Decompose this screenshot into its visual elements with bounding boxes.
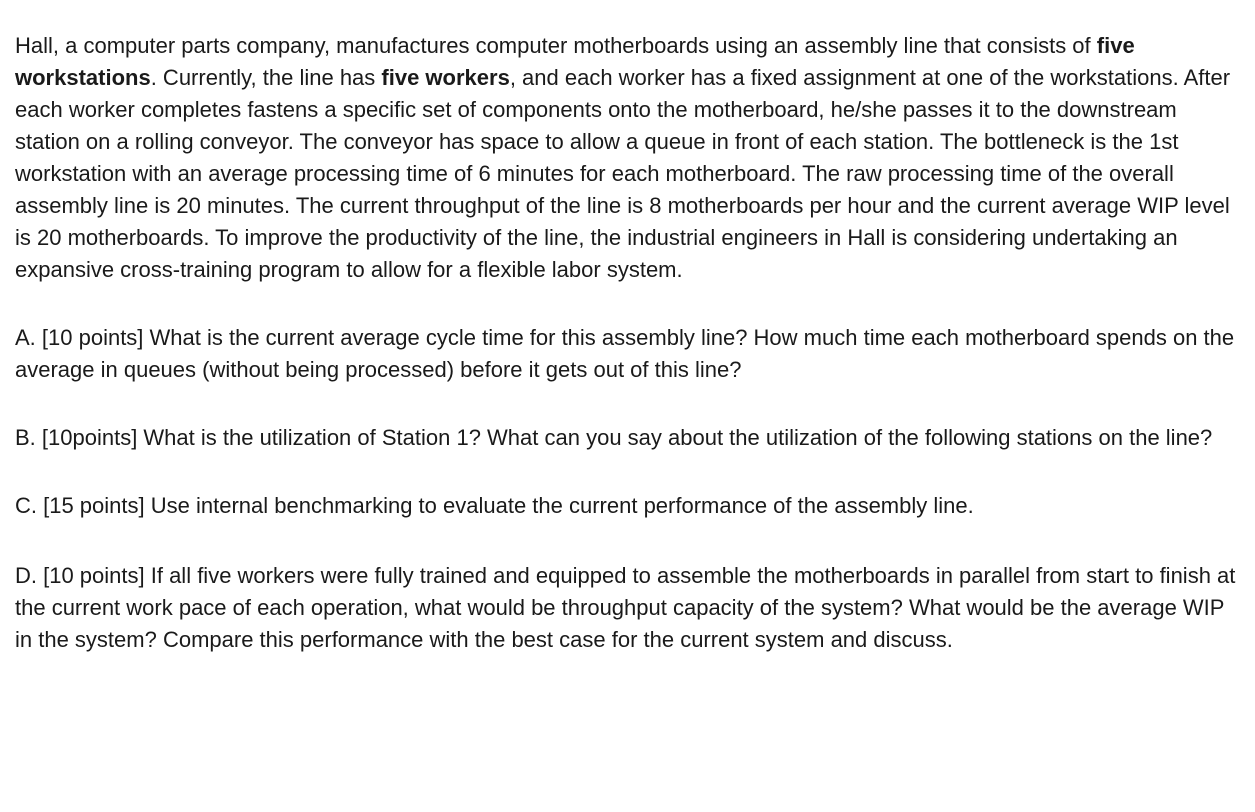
question-c: C. [15 points] Use internal benchmarking to evaluate the current performance of the assembly line. <box>15 493 974 518</box>
question-a: A. [10 points] What is the current average cycle time for this assembly line? How much time each motherboard spends on the average in queues (without being processed) before it gets out of this line? <box>15 325 1235 382</box>
intro-bold-workers: five workers <box>381 65 510 90</box>
intro-text-3: , and each worker has a fixed assignment at one of the workstations. After each worker completes fastens a specific set of components onto the motherboard, he/she passes it to the downstream station on a rolling conveyor. The conveyor has space to allow a queue in front of each station. The bottleneck is the 1st workstation with an average processing time of 6 minutes for each motherboard. The raw processing time of the overall assembly line is 20 minutes. The current throughput of the line is 8 motherboards per hour and the current average WIP level is 20 motherboards. To improve the productivity of the line, the industrial engineers in Hall is considering undertaking an expansive cross-training program to allow for a flexible labor system. <box>15 65 1231 282</box>
question-d: D. [10 points] If all five workers were fully trained and equipped to assemble the motherboards in parallel from start to finish at the current work pace of each operation, what would be throughput capacity of the system? What would be the average WIP in the system? Compare this performance with the best case for the current system and discuss. <box>15 563 1236 652</box>
document-body <box>15 30 1240 656</box>
intro-paragraph <box>15 30 1240 286</box>
intro-text-1: Hall, a computer parts company, manufactures computer motherboards using an assembly line that consists of <box>15 33 1097 58</box>
intro-text-2: . Currently, the line has <box>150 65 382 90</box>
question-b: B. [10points] What is the utilization of Station 1? What can you say about the utilization of the following stations on the line? <box>15 425 1213 450</box>
intro-bold-workstations: five workstations <box>15 33 1135 90</box>
